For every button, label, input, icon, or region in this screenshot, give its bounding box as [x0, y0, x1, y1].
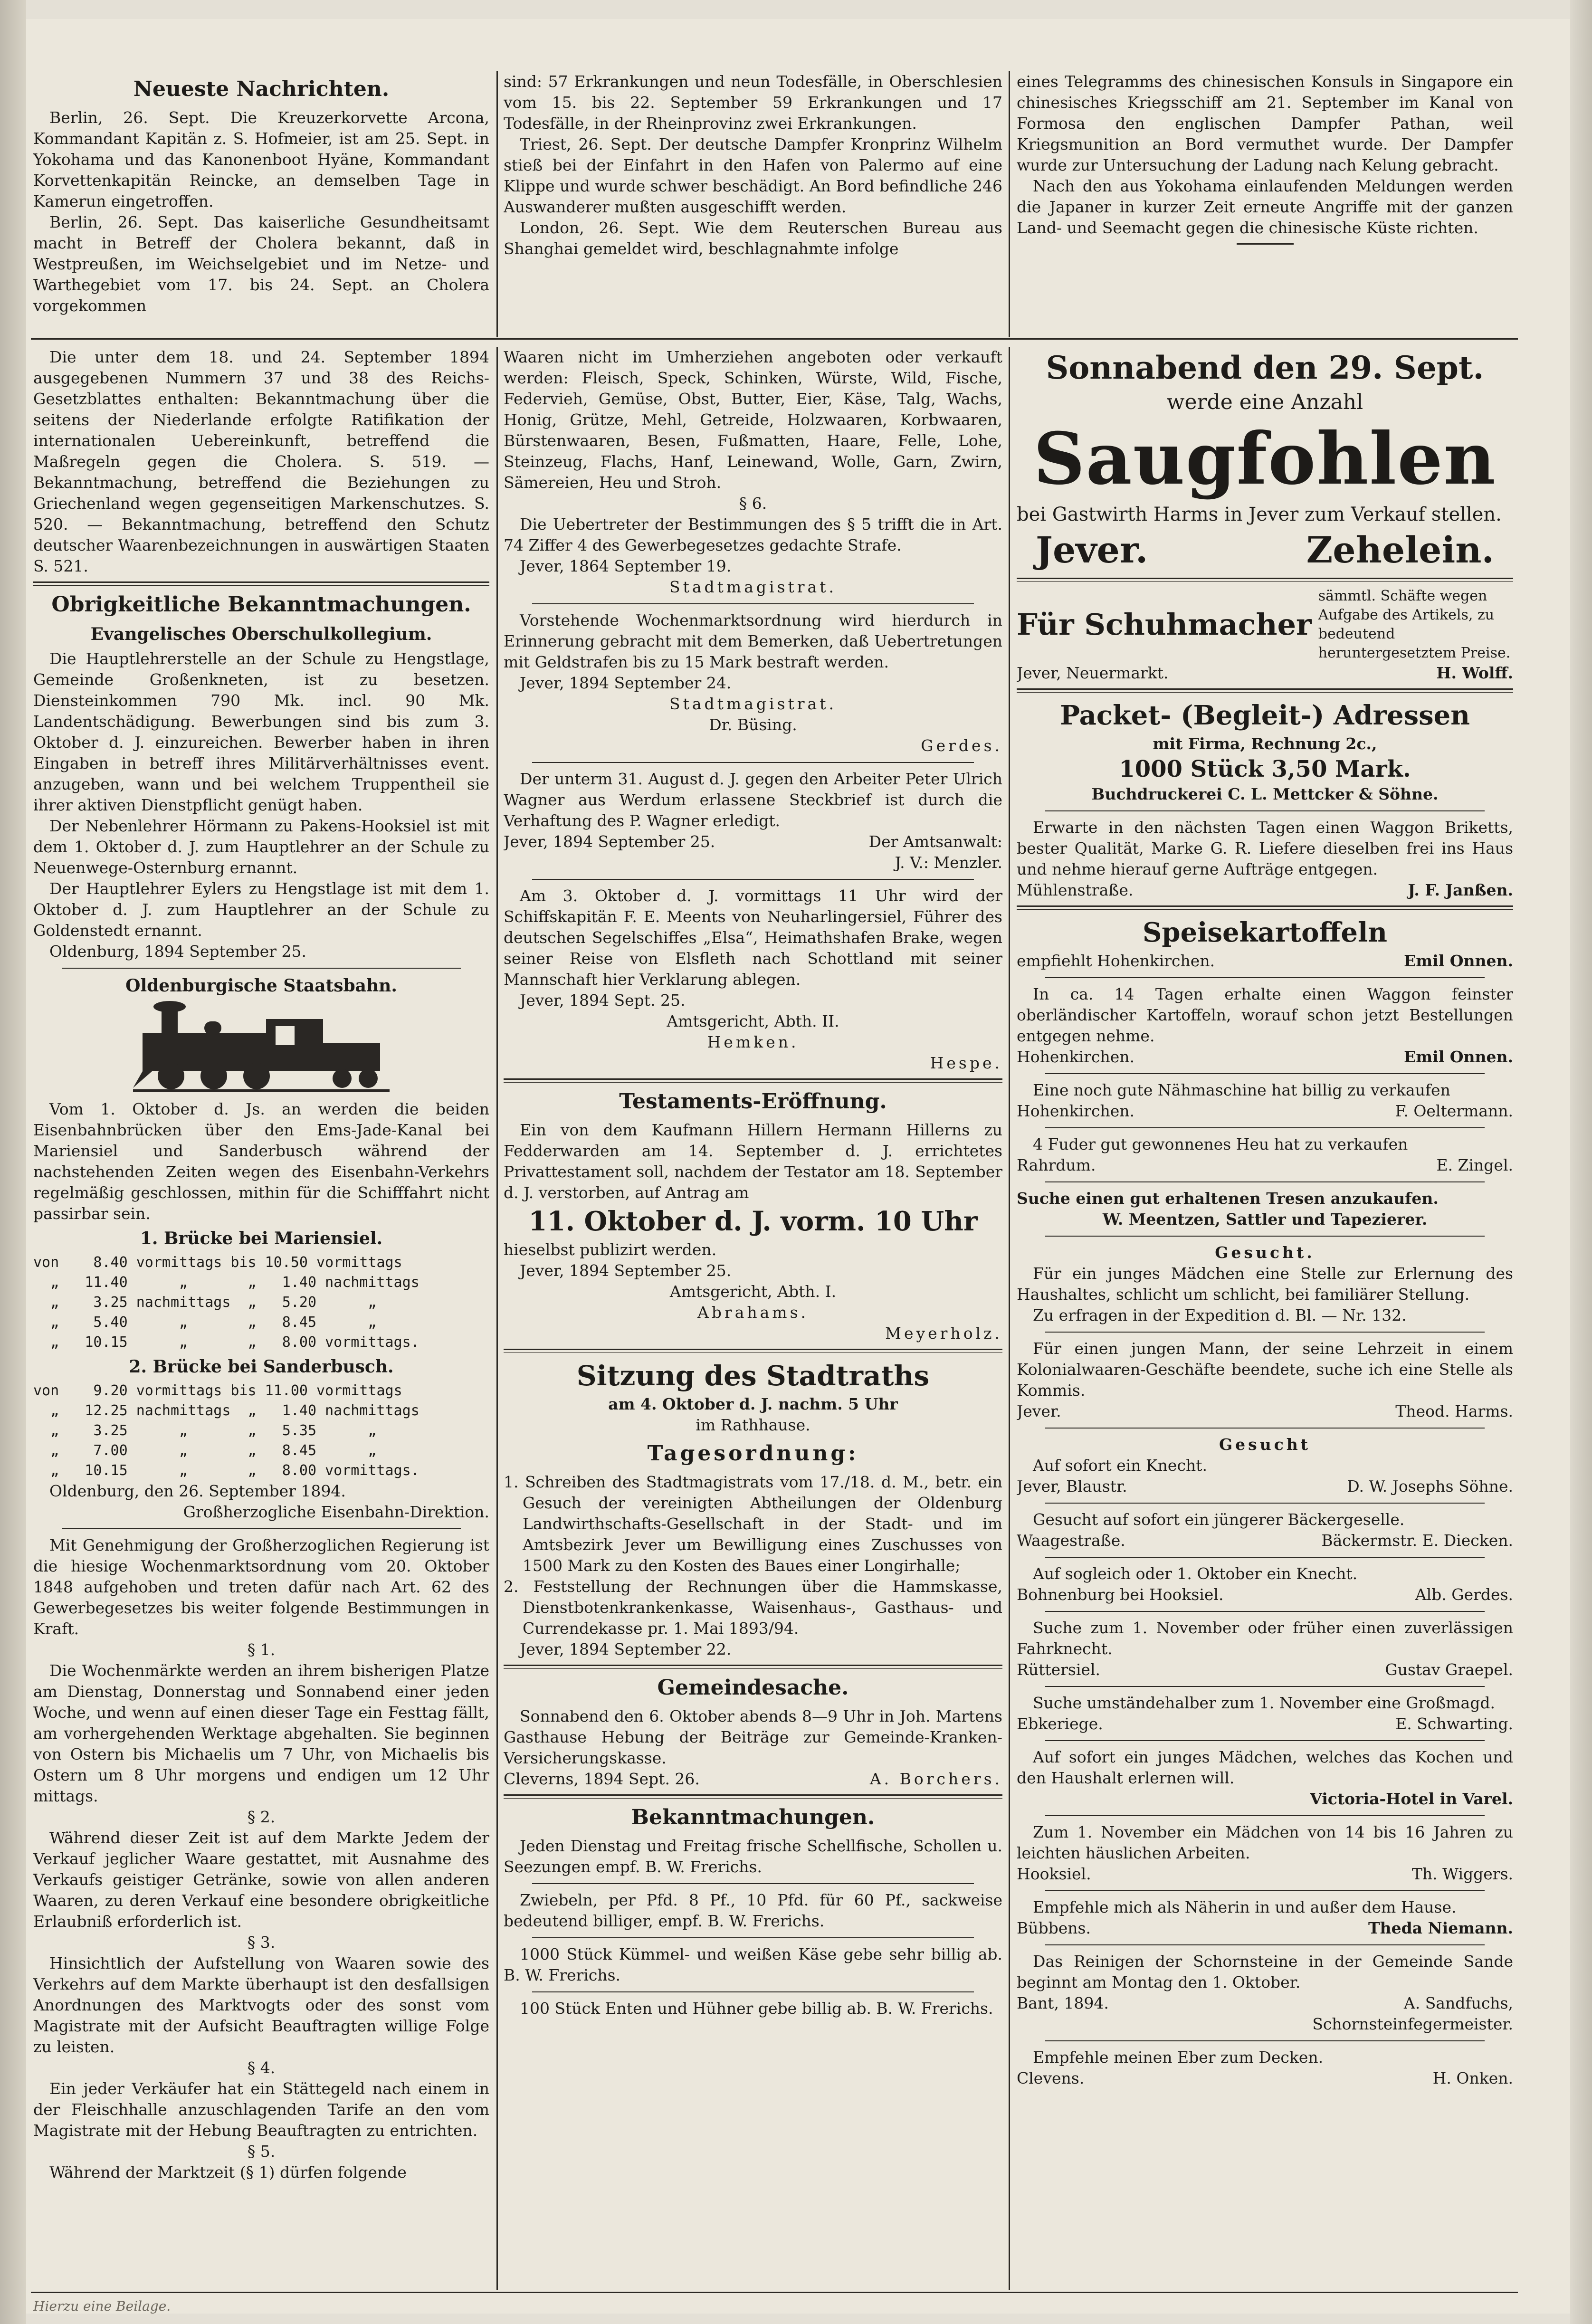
briketts-addr: Mühlenstraße.: [1017, 881, 1134, 899]
saugfohlen-headline: Saugfohlen: [1033, 417, 1497, 501]
baecker-footer: [1017, 1530, 1513, 1551]
testament-date: Jever, 1894 September 25.: [520, 1261, 732, 1280]
verklarung-sign-3: Hespe.: [930, 1054, 1002, 1072]
grossmagd-addr: Ebkeriege.: [1017, 1714, 1103, 1733]
steckbrief-footer: [504, 831, 1002, 852]
hauptlehrer-stelle: Die Hauptlehrerstelle an der Schule zu Hengstlage, Gemeinde Großenkneten, ist zu besetzen. Diensteinkommen 790 Mk. incl. 90 Mk. Landentschädigung. Bewerbungen sind bis zum 3. Oktober d. J. einzureichen. Bewerber haben in ihren Eingaben in betreff ihres Militärverhältnisses event. anzugeben, wann und bei welchem Truppentheil sie ihrer aktiven Dienstpflicht genügt haben.: [33, 649, 489, 814]
schedule-line: „ 10.15 „ „ 8.00 vormittags.: [33, 1462, 419, 1479]
saugfohlen-date: Sonnabend den 29. Sept.: [1046, 349, 1484, 386]
grossmagd-sign: E. Schwarting.: [1395, 1714, 1513, 1733]
maedchen-text: Zum 1. November ein Mädchen von 14 bis 16 Jahren zu leichten häuslichen Arbeiten.: [1017, 1823, 1513, 1862]
markt-intro: Mit Genehmigung der Großherzoglichen Regierung ist die hiesige Wochenmarktsordnung vom 20. Oktober 1848 aufgehoben und treten dafür nach Art. 62 des Gewerbegesetzes bis weiter folgende Bestimmungen in Kraft.: [33, 1536, 489, 1638]
vorstehende-date: Jever, 1894 September 24.: [520, 674, 732, 692]
divider: [1045, 2040, 1485, 2041]
divider: [532, 762, 974, 763]
knecht-addr: Bohnenburg bei Hooksiel.: [1017, 1585, 1224, 1604]
verklarung-sign-2: Hemken.: [707, 1033, 799, 1051]
testament-sign-2: Abrahams.: [697, 1303, 809, 1322]
gesucht-2-addr: Jever, Blaustr.: [1017, 1477, 1127, 1495]
baecker-sign: Bäckermstr. E. Diecken.: [1321, 1531, 1513, 1550]
sanderbusch-title: 2. Brücke bei Sanderbusch.: [129, 1357, 394, 1377]
stadtrath-title: Sitzung des Stadtraths: [576, 1360, 930, 1392]
schornstein-footer: [1017, 1993, 1513, 2014]
kommis-text: Für einen jungen Mann, der seine Lehrzeit in einem Kolonialwaaren-Geschäfte beendete, suche ich eine Stelle als Kommis.: [1017, 1339, 1513, 1400]
gesucht-2-title: Gesucht: [1219, 1435, 1311, 1454]
bruecken-notice: Vom 1. Oktober d. Js. an werden die beiden Eisenbahnbrücken über den Ems-Jade-Kanal bei Mariensiel und Sanderbusch während der nachstehenden Zeiten wegen des Eisenbahn-Verkehrs regelmäßig geschlossen, mithin für die Schifffahrt nicht passirbar sein.: [33, 1100, 489, 1223]
schornstein-text: Das Reinigen der Schornsteine in der Gemeinde Sande beginnt am Montag den 1. Oktober.: [1017, 1952, 1513, 1991]
waggon-addr: Hohenkirchen.: [1017, 1048, 1135, 1066]
schuhmacher-ad: [1017, 587, 1513, 663]
bekanntmachungen-title: Bekanntmachungen.: [631, 1805, 875, 1829]
paragraph-3-heading: § 3.: [247, 1933, 276, 1952]
paragraph-5-text: Während der Marktzeit (§ 1) dürfen folgende: [49, 2163, 407, 2181]
speisekartoffeln-sign: Emil Onnen.: [1404, 952, 1513, 970]
naeherin-footer: [1017, 1918, 1513, 1939]
ad-kaese: 1000 Stück Kümmel- und weißen Käse gebe sehr billig ab. B. W. Frerichs.: [504, 1945, 1002, 1984]
gemeindesache-text: Sonnabend den 6. Oktober abends 8—9 Uhr in Joh. Martens Gasthause Hebung der Beiträge zur Gemeinde-Kranken-Versicherungskasse.: [504, 1707, 1002, 1767]
divider: [62, 1528, 461, 1529]
fahrknecht-sign: Gustav Graepel.: [1385, 1660, 1513, 1679]
paragraph-1-heading: § 1.: [247, 1640, 276, 1659]
double-rule: [504, 1078, 1002, 1083]
column-rule: [496, 347, 498, 2290]
news-london: London, 26. Sept. Wie dem Reuterschen Bureau aus Shanghai gemeldet wird, beschlagnahmte infolge: [504, 219, 1002, 258]
saugfohlen-text: bei Gastwirth Harms in Jever zum Verkauf stellen.: [1017, 504, 1502, 525]
paragraph-5-heading: § 5.: [247, 2142, 276, 2161]
schedule-line: von 9.20 vormittags bis 11.00 vormittags: [33, 1382, 402, 1399]
stadtrath-place: im Rathhause.: [696, 1416, 810, 1434]
divider: [62, 968, 461, 969]
schornstein-sign-1: A. Sandfuchs,: [1403, 1994, 1513, 2012]
schornstein-addr: Bant, 1894.: [1017, 1994, 1109, 2012]
packet-price: 1000 Stück 3,50 Mark.: [1119, 756, 1411, 782]
section-rule: [31, 338, 1518, 340]
knecht-sign: Alb. Gerdes.: [1415, 1585, 1513, 1604]
vorstehende-sign-2: Dr. Büsing.: [709, 715, 797, 734]
sanderbusch-schedule: [33, 1381, 489, 1481]
paragraph-6-text: Die Uebertreter der Bestimmungen des § 5 trifft die in Art. 74 Ziffer 4 des Gewerbegesetzes gedachte Strafe.: [504, 515, 1002, 554]
victoria-sign: Victoria-Hotel in Varel.: [1310, 1790, 1513, 1808]
naehmaschine-addr: Hohenkirchen.: [1017, 1102, 1135, 1120]
eber-footer: [1017, 2068, 1513, 2089]
tagesordnung-date: Jever, 1894 September 22.: [520, 1640, 732, 1658]
ad-zwiebeln: Zwiebeln, per Pfd. 8 Pf., 10 Pfd. für 60 Pf., sackweise bedeutend billiger, empf. B. W. Frerichs.: [504, 1891, 1002, 1930]
news-col-1: [33, 71, 489, 328]
divider: [1045, 1503, 1485, 1504]
double-rule: [33, 581, 489, 586]
heu-text: 4 Fuder gut gewonnenes Heu hat zu verkaufen: [1033, 1135, 1408, 1153]
saugfohlen-werde: werde eine Anzahl: [1166, 390, 1363, 414]
schuhmacher-text: sämmtl. Schäfte wegen Aufgabe des Artikels, zu bedeutend heruntergesetztem Preise.: [1318, 588, 1511, 661]
eber-text: Empfehle meinen Eber zum Decken.: [1033, 2048, 1324, 2067]
fahrknecht-footer: [1017, 1659, 1513, 1680]
column-rule: [496, 71, 498, 337]
steckbrief-date: Jever, 1894 September 25.: [504, 832, 715, 851]
divider: [1045, 1181, 1485, 1182]
right-column: [1017, 347, 1513, 2290]
verklarung-date: Jever, 1894 Sept. 25.: [520, 991, 686, 1010]
gemeindesache-sign: A. Borchers.: [869, 1770, 1002, 1788]
obrigkeitliche-title: Obrigkeitliche Bekanntmachungen.: [51, 592, 471, 617]
waggon-text: In ca. 14 Tagen erhalte einen Waggon feinster oberländischer Kartoffeln, worauf schon jetzt Bestellungen entgegen nehme.: [1017, 985, 1513, 1045]
mariensiel-title: 1. Brücke bei Mariensiel.: [140, 1229, 383, 1248]
steckbrief-notice: Der unterm 31. August d. J. gegen den Arbeiter Peter Ulrich Wagner aus Werdum erlassene Steckbrief ist durch die Verhaftung des P. Wagner erledigt.: [504, 770, 1002, 830]
grossmagd-text: Suche umständehalber zum 1. November eine Großmagd.: [1033, 1694, 1495, 1712]
news-berlin-1: Berlin, 26. Sept. Die Kreuzerkorvette Arcona, Kommandant Kapitän z. S. Hofmeier, ist am 25. Sept. in Yokohama und das Kanonenboot Hyäne, Kommandant Korvettenkapitän Reincke, an demselben Tage in Kamerun eingetroffen.: [33, 108, 489, 210]
column-rule: [1009, 347, 1010, 2290]
schedule-line: „ 7.00 „ „ 8.45 „: [33, 1442, 377, 1459]
gesucht-1-title: Gesucht.: [1215, 1243, 1315, 1262]
schuhmacher-sign: H. Wolff.: [1436, 664, 1513, 682]
double-rule: [504, 1665, 1002, 1669]
reichsgesetzblatt-notice: Die unter dem 18. und 24. September 1894 ausgegebenen Nummern 37 und 38 des Reichs-Gesetzblattes enthalten: Bekanntmachung über die seitens der Niederlande erfolgte Ratifikation der internationalen Uebereinkunft, betreffend die Maßregeln gegen die Cholera. S. 519. — Bekanntmachung, betreffend die Beziehungen zu Griechenland wegen gegenseitigen Markenschutzes. S. 520. — Bekanntmachung, betreffend den Schutz deutscher Waarenbezeichnungen in auswärtigen Staaten S. 521.: [33, 348, 489, 575]
paragraph-4-text: Ein jeder Verkäufer hat ein Stättegeld nach einem in der Fleischhalle anzuschlagenden Tarife an den vom Magistrate mit der Hebung Beauftragten zu entrichten.: [33, 2079, 489, 2140]
schedule-line: „ 11.40 „ „ 1.40 nachmittags: [33, 1274, 419, 1291]
book-spine-edge: [0, 0, 26, 2324]
paragraph-6-signature: Stadtmagistrat.: [669, 578, 837, 596]
schedule-line: „ 3.25 „ „ 5.35 „: [33, 1422, 377, 1439]
gesucht-1-expedition: Zu erfragen in der Expedition d. Bl. — Nr. 132.: [1033, 1306, 1407, 1324]
naeherin-sign: Theda Niemann.: [1368, 1919, 1513, 1937]
eber-sign: H. Onken.: [1432, 2069, 1513, 2087]
divider: [1045, 1332, 1485, 1333]
kommis-sign: Theod. Harms.: [1395, 1402, 1513, 1420]
tresen-sign: W. Meentzen, Sattler und Tapezierer.: [1102, 1210, 1428, 1229]
packet-sub: mit Firma, Rechnung 2c.,: [1153, 734, 1377, 753]
gesucht-2-sign: D. W. Josephs Söhne.: [1347, 1477, 1513, 1495]
staatsbahn-title: Oldenburgische Staatsbahn.: [125, 976, 397, 996]
tagesordnung-title: Tagesordnung:: [647, 1441, 859, 1466]
schedule-line: „ 3.25 nachmittags „ 5.20 „: [33, 1294, 377, 1311]
nebenlehrer-hoermann: Der Nebenlehrer Hörmann zu Pakens-Hooksiel ist mit dem 1. Oktober d. J. zum Hauptlehrer an der Schule zu Neuenwege-Osternburg ernannt.: [33, 817, 489, 877]
bahn-signature: Großherzogliche Eisenbahn-Direktion.: [183, 1503, 489, 1521]
column-rule: [1009, 71, 1010, 337]
mariensiel-schedule: [33, 1253, 489, 1352]
saugfohlen-footer: [1017, 527, 1513, 573]
knecht-footer: [1017, 1584, 1513, 1605]
hauptlehrer-eylers: Der Hauptlehrer Eylers zu Hengstlage ist mit dem 1. Oktober d. J. zum Hauptlehrer an der Schule zu Goldenstedt ernannt.: [33, 879, 489, 940]
packet-firm: Buchdruckerei C. L. Mettcker & Söhne.: [1091, 785, 1439, 803]
divider: [1045, 1236, 1485, 1237]
middle-column: [504, 347, 1002, 2290]
double-rule: [504, 1794, 1002, 1799]
bahn-date: Oldenburg, den 26. September 1894.: [49, 1482, 346, 1500]
steckbrief-amt: Der Amtsanwalt:: [868, 832, 1002, 851]
naeherin-addr: Bübbens.: [1017, 1919, 1091, 1937]
markt-continued: Waaren nicht im Umherziehen angeboten oder verkauft werden: Fleisch, Speck, Schinken, Würste, Wild, Fische, Federvieh, Gemüse, Obst, Butter, Eier, Käse, Talg, Wachs, Honig, Grütze, Mehl, Getreide, Holzwaaren, Korbwaaren, Bürstenwaaren, Besen, Fußmatten, Haare, Felle, Lohe, Steinzeug, Flachs, Hanf, Leinewand, Wolle, Garn, Zwirn, Sämereien, Heu und Stroh.: [504, 348, 1002, 492]
schedule-line: „ 12.25 nachmittags „ 1.40 nachmittags: [33, 1402, 419, 1419]
paragraph-1-text: Die Wochenmärkte werden an ihrem bisherigen Platze am Dienstag, Donnerstag und Sonnabend einer jeden Woche, und wenn auf einen dieser Tage ein Festtag fällt, am vorhergehenden Werktage abgehalten. Sie beginnen von Ostern bis Michaelis um 7 Uhr, von Michaelis bis Ostern um 8 Uhr morgens und endigen um 12 Uhr mittags.: [33, 1661, 489, 1805]
baecker-text: Gesucht auf sofort ein jüngerer Bäckergeselle.: [1033, 1510, 1405, 1529]
schedule-line: „ 10.15 „ „ 8.00 vormittags.: [33, 1334, 419, 1351]
testament-sign-3: Meyerholz.: [885, 1324, 1002, 1343]
double-rule: [504, 1349, 1002, 1353]
divider: [1045, 1740, 1485, 1741]
divider: [1045, 1944, 1485, 1945]
news-col-3: [1017, 71, 1513, 337]
divider: [1045, 977, 1485, 978]
speisekartoffeln-text: empfiehlt Hohenkirchen.: [1017, 952, 1215, 970]
fahrknecht-addr: Rüttersiel.: [1017, 1660, 1100, 1679]
news-cholera-cont: sind: 57 Erkrankungen und neun Todesfälle, in Oberschlesien vom 15. bis 22. September 59 Erkrankungen und 17 Todesfälle, in der Rheinprovinz zwei Erkrankungen.: [504, 72, 1002, 133]
divider: [532, 1883, 974, 1884]
saugfohlen-zehelein: Zehelein.: [1306, 529, 1494, 571]
divider: [1045, 1890, 1485, 1891]
naehmaschine-sign: F. Oeltermann.: [1395, 1102, 1513, 1120]
briketts-text: Erwarte in den nächsten Tagen einen Waggon Briketts, bester Qualität, Marke G. R. Liefere dieselben frei ins Haus und nehme hierauf gerne Aufträge entgegen.: [1017, 818, 1513, 878]
verklarung-sign-1: Amtsgericht, Abth. II.: [667, 1012, 839, 1030]
knecht-text: Auf sogleich oder 1. Oktober ein Knecht.: [1033, 1564, 1358, 1583]
schuhmacher-addr: Jever, Neuermarkt.: [1017, 664, 1169, 682]
newspaper-page: [26, 19, 1570, 2314]
testament-date-big: 11. Oktober d. J. vorm. 10 Uhr: [528, 1206, 978, 1237]
bottom-rule: [31, 2292, 1518, 2293]
maedchen-addr: Hooksiel.: [1017, 1865, 1091, 1883]
gemeindesache-title: Gemeindesache.: [657, 1676, 849, 1700]
baecker-addr: Waagestraße.: [1017, 1531, 1125, 1550]
testament-title: Testaments-Eröffnung.: [619, 1089, 887, 1114]
steckbrief-signature: J. V.: Menzler.: [895, 853, 1002, 872]
briketts-footer: [1017, 880, 1513, 901]
left-column: [33, 347, 489, 2290]
schornstein-sign-2: Schornsteinfegermeister.: [1312, 2015, 1513, 2033]
vorstehende-sign-1: Stadtmagistrat.: [669, 695, 837, 713]
divider: [1045, 1073, 1485, 1074]
vorstehende-sign-3: Gerdes.: [921, 736, 1002, 755]
briketts-sign: J. F. Janßen.: [1408, 881, 1513, 899]
tagesordnung-item-2: 2. Feststellung der Rechnungen über die Hammskasse, Dienstbotenkrankenkasse, Waisenhaus-, Gasthaus- und Currendekasse pr. 1. Mai 1893/94.: [504, 1577, 1002, 1638]
schedule-line: „ 5.40 „ „ 8.45 „: [33, 1314, 377, 1331]
testament-text: Ein von dem Kaufmann Hillern Hermann Hillerns zu Fedderwarden am 14. September d. J. errichtetes Privattestament soll, nachdem der Testator am 18. September d. J. verstorben, auf Antrag am: [504, 1121, 1002, 1202]
double-rule: [1017, 905, 1513, 910]
paragraph-2-heading: § 2.: [247, 1808, 276, 1826]
divider: [1045, 1127, 1485, 1128]
news-triest: Triest, 26. Sept. Der deutsche Dampfer Kronprinz Wilhelm stieß bei der Einfahrt in den Hafen von Palermo auf eine Klippe und wurde schwer beschädigt. An Bord befindliche 246 Auswanderer mußten ausgeschifft werden.: [504, 135, 1002, 216]
vorstehende-notice: Vorstehende Wochenmarktsordnung wird hierdurch in Erinnerung gebracht mit dem Bemerken, daß Uebertretungen mit Geldstrafen bis zu 15 Mark bestraft werden.: [504, 611, 1002, 671]
oberschulkollegium-title: Evangelisches Oberschulkollegium.: [90, 624, 432, 644]
maedchen-footer: [1017, 1864, 1513, 1885]
gesucht-1-text: Für ein junges Mädchen eine Stelle zur Erlernung des Haushaltes, schlicht um schlicht, bei familiärer Stellung.: [1017, 1264, 1513, 1304]
naehmaschine-footer: [1017, 1101, 1513, 1122]
divider: [1045, 1428, 1485, 1429]
divider: [532, 879, 974, 880]
news-singapore: eines Telegramms des chinesischen Konsuls in Singapore ein chinesisches Kriegsschiff am 21. September im Kanal von Formosa den englischen Dampfer Pathan, weil Kriegsmunition an Bord vermuthet wurde. Der Dampfer wurde zur Untersuchung der Ladung nach Kelung gebracht.: [1017, 72, 1513, 174]
gesucht-2-text: Auf sofort ein Knecht.: [1033, 1456, 1207, 1475]
tagesordnung-item-1: 1. Schreiben des Stadtmagistrats vom 17./18. d. M., betr. ein Gesuch der vereinigten Abtheilungen der Oldenburg Landwirthschafts-Gesellschaft in der Stadt- und im Amtsbezirk Jever um Bewilligung eines Zuschusses von 1500 Mark zu den Kosten des Baues einer Longirhalle;: [504, 1473, 1002, 1575]
ad-schellfische: Jeden Dienstag und Freitag frische Schellfische, Schollen u. Seezungen empf. B. W. Frerichs.: [504, 1837, 1002, 1876]
paragraph-2-text: Während dieser Zeit ist auf dem Markte Jedem der Verkauf jeglicher Waare gestattet, mit Ausnahme des Verkaufs geistiger Getränke, sowie von allen anderen Waaren, zu deren Verkauf eine besondere obrigkeitliche Erlaubniß erforderlich ist.: [33, 1829, 489, 1931]
ad-enten: 100 Stück Enten und Hühner gebe billig ab. B. W. Frerichs.: [520, 1999, 993, 2018]
divider: [532, 603, 974, 604]
divider: [1045, 1557, 1485, 1558]
saugfohlen-jever: Jever.: [1036, 529, 1148, 571]
fahrknecht-text: Suche zum 1. November oder früher einen zuverlässigen Fahrknecht.: [1017, 1619, 1513, 1658]
paragraph-6-heading: § 6.: [739, 494, 767, 513]
divider: [1045, 1611, 1485, 1612]
stadtrath-date: am 4. Oktober d. J. nachm. 5 Uhr: [608, 1395, 898, 1413]
waggon-footer: [1017, 1047, 1513, 1067]
grossmagd-footer: [1017, 1714, 1513, 1734]
news-berlin-2: Berlin, 26. Sept. Das kaiserliche Gesundheitsamt macht in Betreff der Cholera bekannt, daß in Westpreußen, im Weichselgebiet und im Netze- und Warthegebiet vom 17. bis 24. Sept. an Cholera vorgekommen: [33, 213, 489, 315]
speisekartoffeln-headline: Speisekartoffeln: [1142, 917, 1388, 948]
paragraph-6-date: Jever, 1864 September 19.: [520, 557, 732, 575]
page-right-edge: [1570, 0, 1592, 2324]
verklarung-notice: Am 3. Oktober d. J. vormittags 11 Uhr wird der Schiffskapitän F. E. Meents von Neuharlingersiel, Führer des deutschen Segelschiffes „Elsa“, Heimathshafen Brake, wegen seiner Reise von Elsfleth nach Schottland mit seiner Mannschaft hier Verklarung ablegen.: [504, 886, 1002, 989]
naeherin-text: Empfehle mich als Näherin in und außer dem Hause.: [1033, 1898, 1457, 1916]
heu-addr: Rahrdum.: [1017, 1156, 1096, 1174]
paragraph-4-heading: § 4.: [247, 2058, 276, 2077]
tresen-text: Suche einen gut erhaltenen Tresen anzukaufen.: [1017, 1189, 1439, 1208]
gemeindesache-footer: [504, 1769, 1002, 1790]
kommis-addr: Jever.: [1017, 1402, 1061, 1420]
schuhmacher-headline: Für Schuhmacher: [1017, 607, 1312, 642]
double-rule: [1017, 578, 1513, 582]
eber-addr: Clevens.: [1017, 2069, 1085, 2087]
divider: [1045, 810, 1485, 811]
paragraph-3-text: Hinsichtlich der Aufstellung von Waaren sowie des Verkehrs auf dem Markte überhaupt ist den desfallsigen Anordnungen des Marktvogts oder des sonst vom Magistrate mit der Aufsicht Beauftragten willige Folge zu leisten.: [33, 1954, 489, 2056]
kommis-footer: [1017, 1401, 1513, 1422]
victoria-text: Auf sofort ein junges Mädchen, welches das Kochen und den Haushalt erlernen will.: [1017, 1748, 1513, 1787]
locomotive-icon: [133, 1000, 390, 1095]
gemeindesache-date: Cleverns, 1894 Sept. 26.: [504, 1770, 700, 1788]
double-rule: [1017, 688, 1513, 693]
gesucht-2-footer: [1017, 1476, 1513, 1497]
schedule-line: von 8.40 vormittags bis 10.50 vormittags: [33, 1254, 402, 1271]
divider: [1045, 1686, 1485, 1687]
news-yokohama: Nach den aus Yokohama einlaufenden Meldungen werden die Japaner in kurzer Zeit erneute Angriffe mit der ganzen Land- und Seemacht gegen die chinesische Küste richten.: [1017, 177, 1513, 237]
end-rule: [1237, 243, 1294, 245]
divider: [1045, 1815, 1485, 1816]
naehmaschine-text: Eine noch gute Nähmaschine hat billig zu verkaufen: [1033, 1081, 1450, 1099]
divider: [532, 1991, 974, 1992]
testament-publish: hieselbst publizirt werden.: [504, 1240, 717, 1259]
page-footer-note: Hierzu eine Beilage.: [33, 2298, 171, 2314]
testament-sign-1: Amtsgericht, Abth. I.: [669, 1282, 837, 1301]
heu-footer: [1017, 1155, 1513, 1176]
speisekartoffeln-footer: [1017, 951, 1513, 972]
heu-sign: E. Zingel.: [1436, 1156, 1513, 1174]
news-title: Neueste Nachrichten.: [133, 77, 390, 101]
schuhmacher-footer: [1017, 663, 1513, 684]
waggon-sign: Emil Onnen.: [1404, 1048, 1513, 1066]
news-col-2: [504, 71, 1002, 337]
packet-headline: Packet- (Begleit-) Adressen: [1059, 700, 1470, 731]
maedchen-sign: Th. Wiggers.: [1411, 1865, 1513, 1883]
oldenburg-date: Oldenburg, 1894 September 25.: [49, 942, 306, 961]
divider: [532, 1937, 974, 1938]
